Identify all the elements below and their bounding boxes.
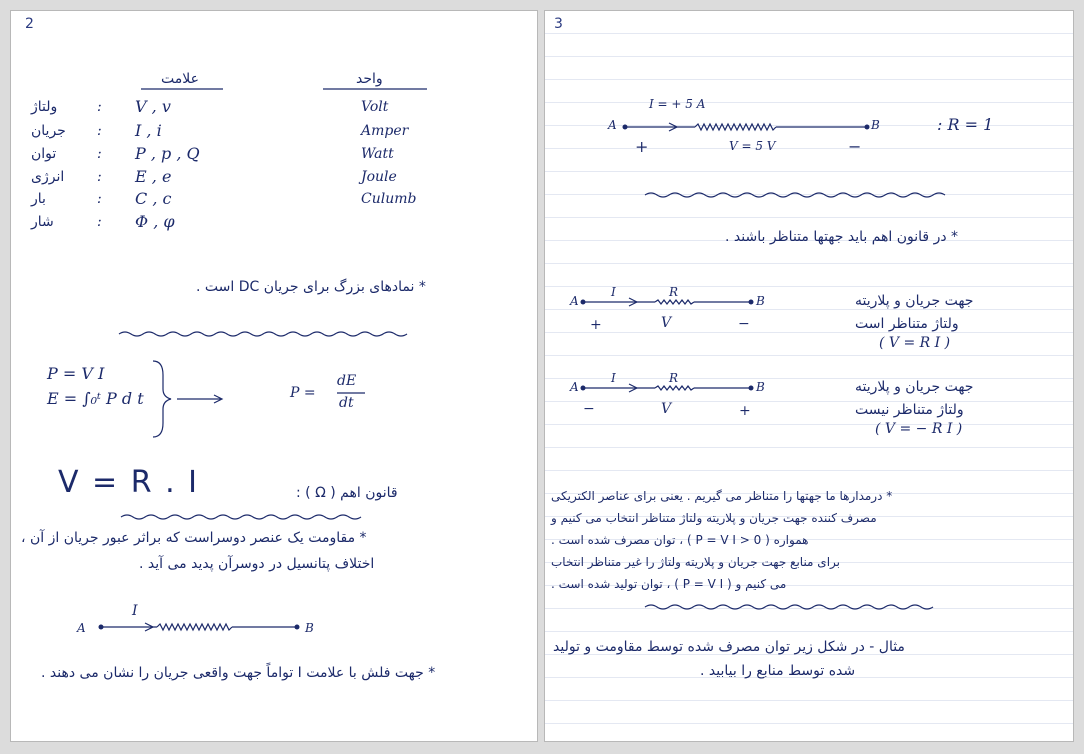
circuit-2-r: R xyxy=(669,371,679,385)
example-line-2: شده توسط منابع را بیابید . xyxy=(700,663,856,679)
paragraph-line-2: مصرف کننده جهت جریان و پلاریته ولتاژ متناظر انتخاب می کنیم و xyxy=(551,511,877,525)
derivative-prefix: P = xyxy=(290,385,316,401)
node-a-dot xyxy=(581,300,586,305)
node-a-label: A xyxy=(570,294,579,308)
resistor-icon xyxy=(157,624,232,630)
node-a-label: A xyxy=(608,118,617,132)
example-line-1: مثال - در شکل زیر توان مصرف شده توسط مقاومت و تولید xyxy=(553,639,905,655)
quantity-name: ولتاژ xyxy=(31,99,58,115)
quantity-unit: Watt xyxy=(361,146,394,162)
notebook-page-2 xyxy=(10,10,538,742)
resistor-icon xyxy=(655,300,694,304)
node-b-label: B xyxy=(871,118,880,132)
top-current-label: I = + 5 A xyxy=(649,97,706,111)
header-sign: علامت xyxy=(161,71,199,87)
wavy-divider xyxy=(121,515,361,519)
node-a-label: A xyxy=(77,621,86,635)
row-separator: : xyxy=(97,123,102,139)
arrow-note: * جهت فلش با علامت I تواماً جهت واقعی جریان را نشان می دهند . xyxy=(41,665,436,681)
wavy-divider xyxy=(645,605,933,609)
quantity-unit: Amper xyxy=(361,123,409,139)
circuit-1-text-line-1: جهت جریان و پلاریته xyxy=(855,293,974,309)
wavy-divider xyxy=(119,332,407,336)
circuit-2-current: I xyxy=(611,371,616,385)
quantity-symbol: I , i xyxy=(135,121,162,140)
ohm-formula: V = R . I xyxy=(58,465,200,500)
quantity-symbol: V , v xyxy=(135,97,171,116)
row-separator: : xyxy=(97,146,102,162)
node-b-label: B xyxy=(756,380,765,394)
brace-icon xyxy=(153,361,171,437)
node-a-dot xyxy=(623,125,628,130)
quantity-symbol: C , c xyxy=(135,189,172,208)
circuit-2-text-line-1: جهت جریان و پلاریته xyxy=(855,379,974,395)
notebook-page-3 xyxy=(544,10,1074,742)
minus-sign: − xyxy=(583,401,595,417)
header-unit: واحد xyxy=(356,71,383,87)
circuit-2-formula: ( V = − R I ) xyxy=(875,421,963,437)
voltage-label: V xyxy=(661,315,672,331)
resistance-note-line-2: اختلاف پتانسیل در دوسرآن پدید می آید . xyxy=(139,556,375,572)
plus-sign: + xyxy=(590,317,602,333)
circuit-1-formula: ( V = R I ) xyxy=(879,335,951,351)
node-b-dot xyxy=(865,125,870,130)
quantity-name: انرژی xyxy=(31,169,65,185)
quantity-name: شار xyxy=(31,214,54,230)
page-2-drawings xyxy=(11,11,538,742)
derivative-numerator: dE xyxy=(337,373,357,389)
node-b-label: B xyxy=(305,621,314,635)
voltage-label: V = 5 V xyxy=(729,139,776,153)
circuit-1-current: I xyxy=(611,285,616,299)
paragraph-line-3: همواره ( P = V I > 0 ) ، توان مصرف شده است . xyxy=(551,533,809,547)
row-separator: : xyxy=(97,169,102,185)
quantity-symbol: Φ , φ xyxy=(135,212,175,231)
quantity-unit: Joule xyxy=(361,169,397,185)
quantity-symbol: P , p , Q xyxy=(135,144,200,163)
quantity-name: جریان xyxy=(31,123,66,139)
derivative-denominator: dt xyxy=(339,395,354,411)
node-b-dot xyxy=(295,625,300,630)
node-b-dot xyxy=(749,386,754,391)
node-a-label: A xyxy=(570,380,579,394)
row-separator: : xyxy=(97,99,102,115)
quantity-name: بار xyxy=(31,191,46,207)
power-equation: P = V I xyxy=(47,364,105,383)
quantity-unit: Volt xyxy=(361,99,389,115)
node-a-dot xyxy=(581,386,586,391)
circuit-1-r: R xyxy=(669,285,679,299)
minus-sign: − xyxy=(848,137,862,156)
page-number: 3 xyxy=(554,16,563,32)
paragraph-line-4: برای منابع جهت جریان و پلاریته ولتاژ را غیر متناظر انتخاب xyxy=(551,555,840,569)
plus-sign: + xyxy=(635,137,649,156)
quantity-name: توان xyxy=(31,146,57,162)
circuit-1-text-line-2: ولتاژ متناظر است xyxy=(855,316,959,332)
page-3-drawings xyxy=(545,11,1074,742)
row-separator: : xyxy=(97,191,102,207)
plus-sign: + xyxy=(739,403,751,419)
ohm-rule-note: * در قانون اهم باید جهتها متناظر باشند . xyxy=(725,229,959,245)
resistor-icon xyxy=(655,386,694,390)
energy-equation: E = ∫₀ᵗ P d t xyxy=(47,389,144,408)
dc-note: * نمادهای بزرگ برای جریان DC است . xyxy=(196,279,426,295)
page-number: 2 xyxy=(25,16,34,32)
minus-sign: − xyxy=(738,316,750,332)
circuit-current-label: I xyxy=(132,603,138,619)
paragraph-line-5: می کنیم و ( P = V I ) ، توان تولید شده است . xyxy=(551,577,787,591)
resistor-icon xyxy=(695,124,776,130)
circuit-2-text-line-2: ولتاژ متناظر نیست xyxy=(855,402,964,418)
quantity-unit: Culumb xyxy=(361,191,417,207)
resistance-value: : R = 1 xyxy=(937,115,994,134)
paragraph-line-1: * درمدارها ما جهتها را متناظر می گیریم . یعنی برای عناصر الکتریکی xyxy=(551,489,893,503)
wavy-divider xyxy=(645,193,945,197)
node-b-label: B xyxy=(756,294,765,308)
row-separator: : xyxy=(97,214,102,230)
node-b-dot xyxy=(749,300,754,305)
resistance-note-line-1: * مقاومت یک عنصر دوسراست که براثر عبور جریان از آن ، xyxy=(21,530,367,546)
ohm-law-label: قانون اهم ( Ω ) : xyxy=(296,485,398,501)
quantity-symbol: E , e xyxy=(135,167,172,186)
voltage-label: V xyxy=(661,401,672,417)
node-a-dot xyxy=(99,625,104,630)
